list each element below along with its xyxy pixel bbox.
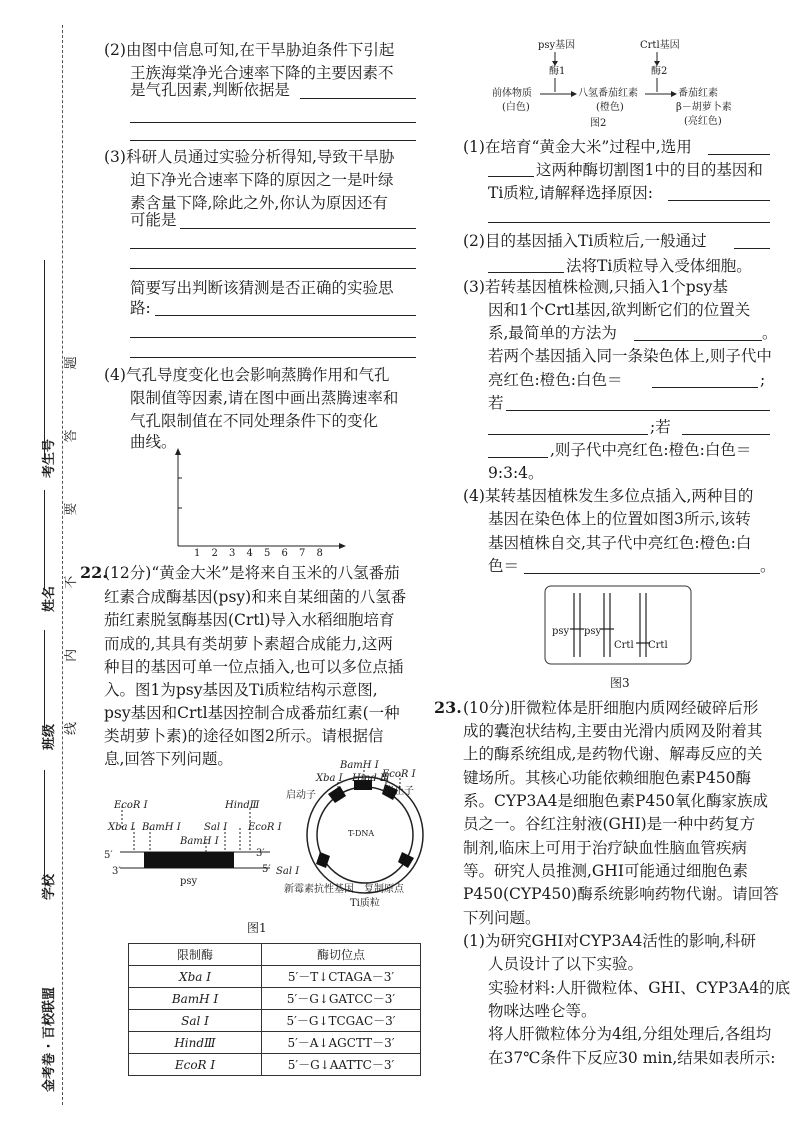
q22-1-line2: 这两种酶切割图1中的目的基因和: [536, 161, 763, 179]
bamhi-plasmid-label: BamH Ⅰ: [340, 760, 379, 771]
q23-1-line3: 实验材料:人肝微粒体、GHI、CYP3A4的底: [488, 979, 791, 997]
q23-line5: 系。CYP3A4是细胞色素P450氧化酶家族成: [463, 792, 768, 810]
q22-line4: 而成的,其具有类胡萝卜素超合成能力,这两: [104, 635, 393, 653]
tdna-label: T-DNA: [348, 829, 375, 838]
class-field[interactable]: [44, 630, 45, 730]
lycopene-label: 番茄红素: [678, 88, 718, 99]
q22-1-line1: (1)在培育“黄金大米”过程中,选用: [463, 138, 692, 156]
q23-line3: 上的酶系统组成,是药物代谢、解毒反应的关: [463, 745, 763, 763]
cut-site: 5′－G↓TCGAC－3′: [262, 1010, 421, 1032]
white-label: (白色): [502, 102, 530, 113]
ecori-label-2: EcoR Ⅰ: [248, 822, 282, 833]
figure1-caption: 图1: [247, 921, 267, 935]
q22-4-line1: (4)某转基因植株发生多位点插入,两种目的: [463, 487, 754, 505]
q21-3-line3: 素含量下降,除此之外,你认为原因还有: [130, 194, 388, 212]
answer-blank[interactable]: [506, 410, 770, 411]
answer-blank[interactable]: [488, 222, 770, 223]
answer-blank[interactable]: [708, 154, 770, 155]
q21-4-line4: 曲线。: [130, 433, 177, 451]
answer-blank[interactable]: [524, 573, 760, 574]
q23-1-line6: 在37℃条件下反应30 min,结果如表所示:: [488, 1049, 776, 1067]
three-prime-label-2: 3′: [112, 866, 121, 877]
neo-resistance-label: 新霉素抗性基因: [284, 884, 354, 895]
brand-label: 金考卷 · 百校联盟: [42, 987, 57, 1092]
q22-line9: 息,回答下列问题。: [104, 750, 233, 768]
axis-tick-label: 4: [246, 548, 253, 559]
q23-1-line1: (1)为研究GHI对CYP3A4活性的影响,科研: [463, 932, 756, 950]
semicolon: ;: [760, 371, 766, 389]
answer-blank[interactable]: [130, 122, 416, 123]
sali-plasmid-label: Sal Ⅰ: [276, 866, 300, 877]
answer-blank[interactable]: [130, 337, 416, 338]
enzyme-name: Xba Ⅰ: [129, 966, 262, 988]
answer-blank[interactable]: [155, 315, 416, 316]
table-row: [129, 988, 421, 1010]
q21-4-line1: (4)气孔导度变化也会影响蒸腾作用和气孔: [104, 366, 390, 384]
three-prime-label: 3′: [256, 848, 265, 859]
psy-label-1: psy: [552, 626, 570, 637]
period: 。: [762, 324, 778, 342]
axis-tick-label: 1: [194, 548, 201, 559]
table-row: [129, 1054, 421, 1076]
q22-line8: 类胡萝卜素)的途径如图2所示。请根据信: [104, 727, 384, 745]
answer-blank[interactable]: [634, 340, 762, 341]
answer-blank[interactable]: [734, 248, 770, 249]
q22-line1: (12分)“黄金大米”是将来自玉米的八氢番茄: [104, 564, 400, 582]
answer-blank[interactable]: [130, 248, 416, 249]
q21-3-line1: (3)科研人员通过实验分析得知,导致干旱胁: [104, 148, 395, 166]
q21-2-line2: 王族海棠净光合速率下降的主要因素不: [130, 64, 394, 82]
precursor-label: 前体物质: [492, 88, 532, 99]
axis-tick-label: 8: [316, 548, 323, 559]
semicolon-if: ;若: [650, 418, 671, 436]
axis-tick-label: 6: [281, 548, 288, 559]
hindiii-plasmid-label: Hind Ⅲ: [352, 773, 390, 784]
cut-site: 5′－A↓AGCTT－3′: [262, 1032, 421, 1054]
answer-blank[interactable]: [180, 228, 416, 229]
answer-blank[interactable]: [130, 140, 416, 141]
q21-4-line2: 限制值等因素,请在图中画出蒸腾速率和: [130, 389, 399, 407]
enzyme-name: Sal Ⅰ: [129, 1010, 262, 1032]
ecori-label: EcoR Ⅰ: [114, 800, 148, 811]
no-answer-notice: 线 内 不 要 答 题: [64, 328, 79, 735]
q22-3-line7: ,则子代中亮红色:橙色:白色＝: [550, 441, 752, 459]
xbai-plasmid-label: Xba Ⅰ: [316, 773, 343, 784]
xbai-label: Xba Ⅰ: [108, 822, 135, 833]
axis-tick-label: 7: [299, 548, 306, 559]
origin-label: 复制原点: [364, 884, 404, 895]
answer-blank[interactable]: [488, 434, 648, 435]
q22-2-line2: 法将Ti质粒导入受体细胞。: [566, 257, 752, 275]
q23-line4: 键场所。其核心功能依赖细胞色素P450酶: [463, 769, 752, 787]
psy-label-2: psy: [584, 626, 602, 637]
name-field[interactable]: [44, 490, 45, 590]
restriction-enzyme-table: [128, 943, 421, 1076]
q23-line9: P450(CYP450)酶系统影响药物代谢。请回答: [463, 885, 779, 903]
q22-3-line4: 若两个基因插入同一条染色体上,则子代中: [488, 347, 772, 365]
q22-3-line6: 若: [488, 394, 504, 412]
period: 。: [760, 557, 776, 575]
five-prime-label: 5′: [104, 850, 113, 861]
q23-line6: 员之一。谷红注射液(GHI)是一种中药复方: [463, 815, 756, 833]
school-field[interactable]: [44, 770, 45, 880]
orange-label: (橙色): [596, 102, 624, 113]
name-label: 姓名: [42, 585, 57, 612]
q21-3-line2: 迫下净光合速率下降的原因之一是叶绿: [130, 171, 394, 189]
blank-axes[interactable]: [170, 448, 350, 563]
bamhi-label: BamH Ⅰ: [142, 822, 181, 833]
terminator-label: 终止子: [384, 786, 414, 797]
q21-3-line5: 简要写出判断该猜测是否正确的实验思: [130, 279, 394, 297]
q21-3-line4: 可能是: [130, 211, 177, 229]
enzyme2-label: 酶2: [651, 66, 668, 77]
q22-3-line1: (3)若转基因植株检测,只插入1个psy基: [463, 278, 728, 296]
q23-line7: 制剂,临床上可用于治疗缺血性脑血管疾病: [463, 839, 747, 857]
axis-tick-label: 5: [264, 548, 271, 559]
q21-3-line6: 路:: [130, 299, 151, 317]
q22-number: 22.: [80, 563, 108, 582]
crtl-label-1: Crtl: [614, 640, 634, 651]
answer-blank[interactable]: [652, 387, 758, 388]
q22-3-line3: 系,最简单的方法为: [488, 324, 617, 342]
q22-4-line4: 色＝: [488, 557, 520, 575]
ecori-plasmid-label: EcoR Ⅰ: [382, 769, 416, 780]
table-header: 酶切位点: [262, 944, 421, 966]
hindiii-label: HindⅢ: [225, 800, 260, 811]
answer-blank[interactable]: [488, 457, 548, 458]
psy-gene-diagram: [100, 780, 280, 890]
axis-tick-label: 2: [211, 548, 218, 559]
psy-gene-label: psy基因: [538, 40, 576, 51]
bright-red-label: (亮红色): [684, 116, 722, 127]
answer-blank[interactable]: [130, 268, 416, 269]
exam-no-label: 考生号: [42, 438, 57, 478]
q22-2-line1: (2)目的基因插入Ti质粒后,一般通过: [463, 232, 707, 250]
axis-tick-label: 3: [229, 548, 236, 559]
crtl-label-2: Crtl: [648, 640, 668, 651]
cut-site: 5′－G↓GATCC－3′: [262, 988, 421, 1010]
q22-line6: 入。图1为psy基因及Ti质粒结构示意图,: [104, 681, 378, 699]
q22-1-line3: Ti质粒,请解释选择原因:: [488, 184, 653, 202]
q22-4-line2: 基因在染色体上的位置如图3所示,该转: [488, 510, 751, 528]
q23-1-line4: 物咪达唑仑等。: [488, 1002, 597, 1020]
pathway-arrows: [480, 50, 720, 100]
answer-blank[interactable]: [130, 357, 416, 358]
beta-carotene-label: β－胡萝卜素: [676, 102, 732, 113]
q21-2-line1: (2)由图中信息可知,在干旱胁迫条件下引起: [104, 41, 395, 59]
answer-blank[interactable]: [300, 98, 416, 99]
q22-3-line5: 亮红色:橙色:白色＝: [488, 371, 623, 389]
figure2-caption: 图2: [590, 118, 607, 129]
q23-1-line5: 将人肝微粒体分为4组,分组处理后,各组均: [488, 1025, 772, 1043]
q23-line2: 成的囊泡状结构,主要由光滑内质网及附着其: [463, 722, 763, 740]
q22-3-line2: 因和1个Crtl基因,欲判断它们的位置关: [488, 301, 751, 319]
ti-plasmid-label: Ti质粒: [350, 898, 380, 909]
answer-blank[interactable]: [668, 200, 770, 201]
q22-3-line8: 9:3:4。: [488, 464, 544, 482]
answer-blank[interactable]: [488, 176, 534, 177]
answer-blank[interactable]: [682, 434, 770, 435]
q23-line1: (10分)肝微粒体是肝细胞内质网经破碎后形: [463, 699, 759, 717]
figure3-caption: 图3: [610, 676, 630, 690]
q23-number: 23.: [434, 698, 462, 717]
enzyme-name: HindⅢ: [129, 1032, 262, 1054]
q23-line10: 下列问题。: [463, 909, 541, 927]
five-prime-label-2: 5′: [262, 864, 271, 875]
phytoene-label: 八氢番茄红素: [578, 88, 638, 99]
q22-line3: 茄红素脱氢酶基因(Crtl)导入水稻细胞培育: [104, 611, 395, 629]
sali-label: Sal Ⅰ: [204, 822, 228, 833]
exam-no-field[interactable]: [44, 260, 45, 460]
q21-4-line3: 气孔限制值在不同处理条件下的变化: [130, 412, 379, 430]
cut-site: 5′－T↓CTAGA－3′: [262, 966, 421, 988]
class-label: 班级: [42, 723, 57, 750]
enzyme-name: EcoR Ⅰ: [129, 1054, 262, 1076]
table-row: [129, 966, 421, 988]
bamhi-label-2: BamH Ⅰ: [180, 836, 219, 847]
q22-line5: 种目的基因可单一位点插入,也可以多位点插: [104, 658, 404, 676]
q21-2-line3: 是气孔因素,判断依据是: [130, 81, 290, 99]
cut-site: 5′－G↓AATTC－3′: [262, 1054, 421, 1076]
table-row: [129, 1032, 421, 1054]
table-row: [129, 1010, 421, 1032]
q23-line8: 等。研究人员推测,GHI可能通过细胞色素: [463, 862, 748, 880]
q22-line2: 红素合成酶基因(psy)和来自某细菌的八氢番: [104, 588, 407, 606]
answer-blank[interactable]: [488, 272, 564, 273]
school-label: 学校: [42, 873, 57, 900]
q22-4-line3: 基因植株自交,其子代中亮红色:橙色:白: [488, 534, 752, 552]
enzyme-name: BamH Ⅰ: [129, 988, 262, 1010]
psy-gene-label: psy: [180, 876, 198, 887]
q23-1-line2: 人员设计了以下实验。: [488, 955, 644, 973]
enzyme1-label: 酶1: [549, 66, 566, 77]
table-header: 限制酶: [129, 944, 262, 966]
promoter-label: 启动子: [286, 790, 316, 801]
crtl-gene-label: Crtl基因: [640, 40, 680, 51]
q22-line7: psy基因和Crtl基因控制合成番茄红素(一种: [104, 704, 400, 722]
